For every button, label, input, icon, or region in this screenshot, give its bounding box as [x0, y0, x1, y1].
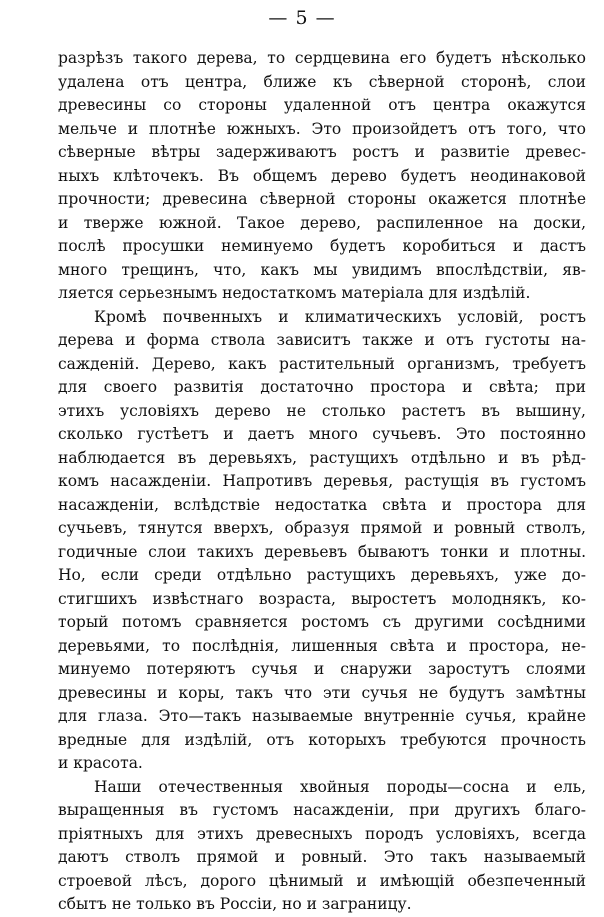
- text-line: мельче и плотнѣе южныхъ. Это произойдетъ отъ того, что: [58, 119, 586, 138]
- text-line: ляется серьезнымъ недостаткомъ матеріала для издѣлій.: [58, 284, 531, 302]
- text-line: вредные для издѣлій, отъ которыхъ требуются прочность: [58, 730, 586, 749]
- text-line: минуемо потеряютъ сучья и снаружи заростутъ слоями: [58, 660, 586, 678]
- text-line: деревьями, то послѣднія, лишенныя свѣта и простора, не-: [58, 636, 586, 655]
- text-line: для своего развитія достаточно простора и свѣта; при: [58, 378, 586, 396]
- text-line: сажденій. Дерево, какъ растительный организмъ, требуетъ: [58, 354, 586, 373]
- text-line: удалена отъ центра, ближе къ сѣверной сторонѣ, слои: [58, 72, 586, 91]
- text-line: много трещинъ, что, какъ мы увидимъ впослѣдствіи, яв-: [58, 260, 586, 279]
- text-line: Кромѣ почвенныхъ и климатическихъ условій, ростъ: [94, 307, 586, 326]
- text-line: и тверже южной. Такое дерево, распиленное на доски,: [58, 213, 586, 232]
- text-line: Но, если среди отдѣльно растущихъ деревьяхъ, уже до-: [58, 566, 586, 584]
- text-line: прочности; древесина сѣверной стороны окажется плотнѣе: [58, 190, 586, 208]
- text-line: разрѣзъ такого дерева, то сердцевина его будетъ нѣсколько: [58, 49, 586, 67]
- text-line: дерева и форма ствола зависитъ также и отъ густоты на-: [58, 331, 586, 349]
- text-line: древесины со стороны удаленной отъ центра окажутся: [58, 96, 586, 114]
- text-line: строевой лѣсъ, дорого цѣнимый и имѣющій обезпеченный: [58, 871, 586, 890]
- text-line: Наши отечественныя хвойныя породы—сосна и ель,: [94, 777, 586, 796]
- body-text: [58, 47, 586, 917]
- text-line: древесины и коры, такъ что эти сучья не будутъ замѣтны: [58, 683, 586, 702]
- text-line: послѣ просушки неминуемо будетъ коробиться и дастъ: [58, 237, 586, 255]
- text-line: ныхъ клѣточекъ. Въ общемъ дерево будетъ неодинаковой: [58, 166, 586, 185]
- text-line: пріятныхъ для этихъ древесныхъ породъ условіяхъ, всегда: [58, 824, 586, 843]
- text-line: выращенныя въ густомъ насажденіи, при другихъ благо-: [58, 801, 586, 819]
- text-line: и красота.: [58, 754, 143, 772]
- text-line: этихъ условіяхъ дерево не столько растетъ въ вышину,: [58, 401, 586, 420]
- paragraph: [58, 47, 586, 306]
- text-line: торый потомъ сравняется ростомъ съ другими сосѣдними: [58, 613, 586, 631]
- paragraph: [58, 306, 586, 776]
- text-line: годичные слои такихъ деревьевъ бываютъ тонки и плотны.: [58, 542, 586, 561]
- text-line: наблюдается въ деревьяхъ, растущихъ отдѣльно и въ рѣд-: [58, 448, 586, 467]
- text-line: для глаза. Это—такъ называемые внутренніе сучья, крайне: [58, 707, 586, 725]
- text-line: стигшихъ извѣстнаго возраста, выростетъ молоднякъ, ко-: [58, 589, 586, 608]
- text-line: комъ насажденіи. Напротивъ деревья, растущія въ густомъ: [58, 472, 586, 490]
- text-line: сколько густѣетъ и даетъ много сучьевъ. Это постоянно: [58, 425, 586, 443]
- text-line: сбытъ не только въ Россіи, но и заграницу.: [58, 895, 412, 913]
- text-line: насажденіи, вслѣдствіе недостатка свѣта и простора для: [58, 495, 586, 514]
- paragraph: [58, 776, 586, 917]
- text-line: сѣверные вѣтры задерживаютъ ростъ и развитіе древес-: [58, 143, 586, 161]
- page-number: — 5 —: [268, 7, 336, 29]
- text-line: даютъ стволъ прямой и ровный. Это такъ называемый: [58, 848, 586, 866]
- text-line: сучьевъ, тянутся вверхъ, образуя прямой и ровный стволъ,: [58, 519, 586, 537]
